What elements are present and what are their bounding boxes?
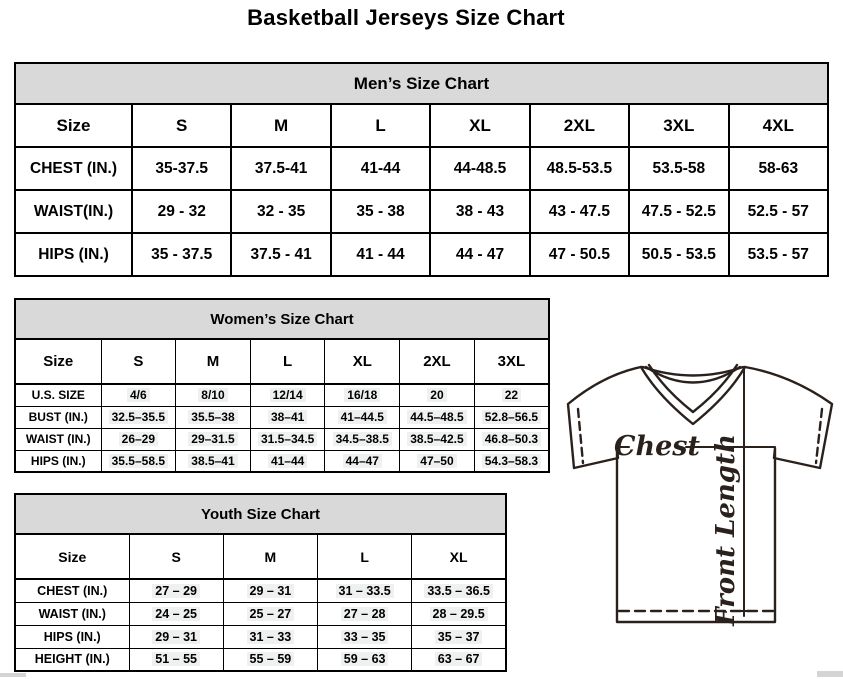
cell-value: 54.3–58.3	[482, 454, 541, 468]
table-title-row	[15, 494, 506, 534]
table-title: Men’s Size Chart	[15, 63, 828, 104]
table-row	[15, 625, 506, 648]
table-row	[15, 450, 549, 472]
cell-value: 52.8–56.5	[482, 410, 541, 424]
cell-value: 8/10	[198, 388, 227, 402]
cell-value: 33 – 35	[341, 630, 389, 644]
table-cell	[325, 450, 400, 472]
cell-value: 43 - 47.5	[548, 202, 610, 220]
front-length-label: Front Length	[711, 434, 741, 626]
cell-value: 31 – 33	[247, 630, 295, 644]
row-label: WAIST(IN.)	[15, 190, 132, 233]
cell-value: 32 - 35	[257, 202, 306, 220]
table-row	[15, 406, 549, 428]
table-cell	[474, 428, 549, 450]
table-title: Women’s Size Chart	[15, 299, 549, 339]
table-header-row	[15, 339, 549, 384]
table-cell	[325, 428, 400, 450]
column-header: M	[223, 534, 317, 579]
cell-value: 44 - 47	[455, 245, 505, 263]
table-title: Youth Size Chart	[15, 494, 506, 534]
table-row	[15, 233, 828, 276]
jersey-outline-icon	[568, 365, 832, 622]
table-cell	[331, 147, 430, 190]
cell-value: 33.5 – 36.5	[424, 584, 493, 598]
table-cell	[331, 190, 430, 233]
cell-value: 46.8–50.3	[482, 432, 541, 446]
cell-value: 41 - 44	[356, 245, 405, 263]
cell-value: 63 – 67	[435, 652, 483, 666]
table-cell	[231, 147, 330, 190]
table-cell	[101, 384, 176, 406]
table-cell	[223, 602, 317, 625]
table-cell	[129, 648, 223, 671]
cell-value: 38.5–42.5	[407, 432, 466, 446]
column-header: M	[231, 104, 330, 147]
cell-value: 24 – 25	[152, 607, 200, 621]
table-cell	[474, 406, 549, 428]
table-header-row	[15, 534, 506, 579]
cell-value: 44-48.5	[453, 159, 507, 177]
table-cell	[412, 625, 506, 648]
table-cell	[400, 450, 475, 472]
table-cell	[176, 406, 251, 428]
table-cell	[129, 602, 223, 625]
table-cell	[132, 233, 231, 276]
table-cell	[412, 579, 506, 602]
table-cell	[318, 579, 412, 602]
cell-value: 44–47	[343, 454, 382, 468]
cell-value: 55 – 59	[247, 652, 295, 666]
row-label: HIPS (IN.)	[15, 233, 132, 276]
cell-value: 25 – 27	[247, 607, 295, 621]
cell-value: 38 - 43	[455, 202, 505, 220]
row-label: CHEST (IN.)	[15, 579, 129, 602]
table-cell	[629, 190, 728, 233]
table-cell	[250, 406, 325, 428]
column-header: Size	[15, 339, 101, 384]
column-header: L	[318, 534, 412, 579]
table-cell	[629, 233, 728, 276]
column-header: S	[129, 534, 223, 579]
cell-value: 53.5-58	[652, 159, 706, 177]
column-header: XL	[412, 534, 506, 579]
cell-value: 48.5-53.5	[546, 159, 613, 177]
table-cell	[250, 450, 325, 472]
table-cell	[250, 384, 325, 406]
table-row	[15, 190, 828, 233]
table-cell	[101, 450, 176, 472]
column-header: 3XL	[474, 339, 549, 384]
table-cell	[176, 384, 251, 406]
cell-value: 16/18	[344, 388, 380, 402]
cell-value: 47.5 - 52.5	[641, 202, 716, 220]
table-cell	[318, 625, 412, 648]
cell-value: 38–41	[268, 410, 307, 424]
table-cell	[132, 190, 231, 233]
column-header: S	[132, 104, 231, 147]
cell-value: 29–31.5	[188, 432, 237, 446]
table-cell	[530, 190, 629, 233]
table-cell	[101, 428, 176, 450]
table-row	[15, 579, 506, 602]
column-header: L	[250, 339, 325, 384]
table-cell	[430, 233, 529, 276]
cell-value: 31 – 33.5	[336, 584, 394, 598]
table-cell	[325, 384, 400, 406]
column-header: Size	[15, 104, 132, 147]
cell-value: 37.5 - 41	[250, 245, 312, 263]
row-label: CHEST (IN.)	[15, 147, 132, 190]
cell-value: 32.5–35.5	[109, 410, 168, 424]
table-title-row	[15, 299, 549, 339]
cell-value: 28 – 29.5	[430, 607, 488, 621]
table-cell	[318, 648, 412, 671]
table-cell	[129, 579, 223, 602]
table-header-row	[15, 104, 828, 147]
table-row	[15, 384, 549, 406]
row-label: WAIST (IN.)	[15, 428, 101, 450]
table-cell	[430, 190, 529, 233]
cell-value: 50.5 - 53.5	[641, 245, 716, 263]
cell-value: 31.5–34.5	[258, 432, 317, 446]
row-label: HIPS (IN.)	[15, 450, 101, 472]
cell-value: 51 – 55	[152, 652, 200, 666]
table-cell	[176, 450, 251, 472]
table-cell	[318, 602, 412, 625]
page-title: Basketball Jerseys Size Chart	[247, 5, 565, 30]
table-cell	[430, 147, 529, 190]
table-cell	[474, 450, 549, 472]
chest-label: Chest	[614, 431, 700, 462]
cell-value: 41-44	[360, 159, 401, 177]
row-label: BUST (IN.)	[15, 406, 101, 428]
row-label: U.S. SIZE	[15, 384, 101, 406]
cell-value: 35-37.5	[155, 159, 208, 177]
column-header: L	[331, 104, 430, 147]
cell-value: 34.5–38.5	[333, 432, 392, 446]
table-cell	[729, 233, 828, 276]
table-cell	[412, 648, 506, 671]
cell-value: 41–44	[268, 454, 307, 468]
cell-value: 47–50	[417, 454, 456, 468]
table-cell	[400, 406, 475, 428]
table-cell	[223, 625, 317, 648]
cell-value: 47 - 50.5	[548, 245, 610, 263]
column-header: M	[176, 339, 251, 384]
cell-value: 58-63	[758, 159, 799, 177]
scrollbar-fragment-right	[817, 671, 843, 677]
jersey-measurement-diagram	[553, 358, 841, 630]
row-label: WAIST (IN.)	[15, 602, 129, 625]
mens-size-chart-table	[14, 62, 829, 277]
cell-value: 37.5-41	[254, 159, 308, 177]
cell-value: 20	[427, 388, 446, 402]
cell-value: 27 – 28	[341, 607, 389, 621]
column-header: XL	[325, 339, 400, 384]
cell-value: 26–29	[119, 432, 158, 446]
cell-value: 27 – 29	[152, 584, 200, 598]
cell-value: 4/6	[127, 388, 150, 402]
column-header: S	[101, 339, 176, 384]
table-cell	[412, 602, 506, 625]
table-cell	[223, 648, 317, 671]
table-cell	[176, 428, 251, 450]
cell-value: 44.5–48.5	[407, 410, 466, 424]
cell-value: 35.5–58.5	[109, 454, 168, 468]
youth-size-chart-table	[14, 493, 507, 672]
table-cell	[129, 625, 223, 648]
table-cell	[629, 147, 728, 190]
cell-value: 29 – 31	[152, 630, 200, 644]
table-cell	[132, 147, 231, 190]
table-title-row	[15, 63, 828, 104]
table-cell	[325, 406, 400, 428]
row-label: HIPS (IN.)	[15, 625, 129, 648]
cell-value: 35.5–38	[188, 410, 237, 424]
cell-value: 53.5 - 57	[747, 245, 809, 263]
cell-value: 52.5 - 57	[747, 202, 809, 220]
column-header: 3XL	[629, 104, 728, 147]
column-header: 2XL	[400, 339, 475, 384]
cell-value: 35 - 37.5	[151, 245, 213, 263]
table-cell	[530, 147, 629, 190]
column-header: XL	[430, 104, 529, 147]
table-row	[15, 648, 506, 671]
womens-size-chart-table	[14, 298, 550, 473]
cell-value: 29 – 31	[247, 584, 295, 598]
table-cell	[231, 233, 330, 276]
row-label: HEIGHT (IN.)	[15, 648, 129, 671]
table-cell	[530, 233, 629, 276]
table-cell	[729, 147, 828, 190]
cell-value: 22	[502, 388, 521, 402]
cell-value: 41–44.5	[338, 410, 387, 424]
table-row	[15, 428, 549, 450]
measurement-lines	[617, 367, 775, 616]
column-header: 2XL	[530, 104, 629, 147]
cell-value: 59 – 63	[341, 652, 389, 666]
table-cell	[101, 406, 176, 428]
table-cell	[474, 384, 549, 406]
column-header: Size	[15, 534, 129, 579]
cell-value: 35 - 38	[356, 202, 405, 220]
table-cell	[231, 190, 330, 233]
column-header: 4XL	[729, 104, 828, 147]
table-cell	[400, 428, 475, 450]
table-row	[15, 602, 506, 625]
table-row	[15, 147, 828, 190]
cell-value: 35 – 37	[435, 630, 483, 644]
table-cell	[400, 384, 475, 406]
cell-value: 38.5–41	[188, 454, 237, 468]
cell-value: 29 - 32	[157, 202, 206, 220]
table-cell	[250, 428, 325, 450]
scrollbar-fragment-left	[0, 673, 26, 677]
table-cell	[331, 233, 430, 276]
table-cell	[223, 579, 317, 602]
cell-value: 12/14	[270, 388, 306, 402]
table-cell	[729, 190, 828, 233]
